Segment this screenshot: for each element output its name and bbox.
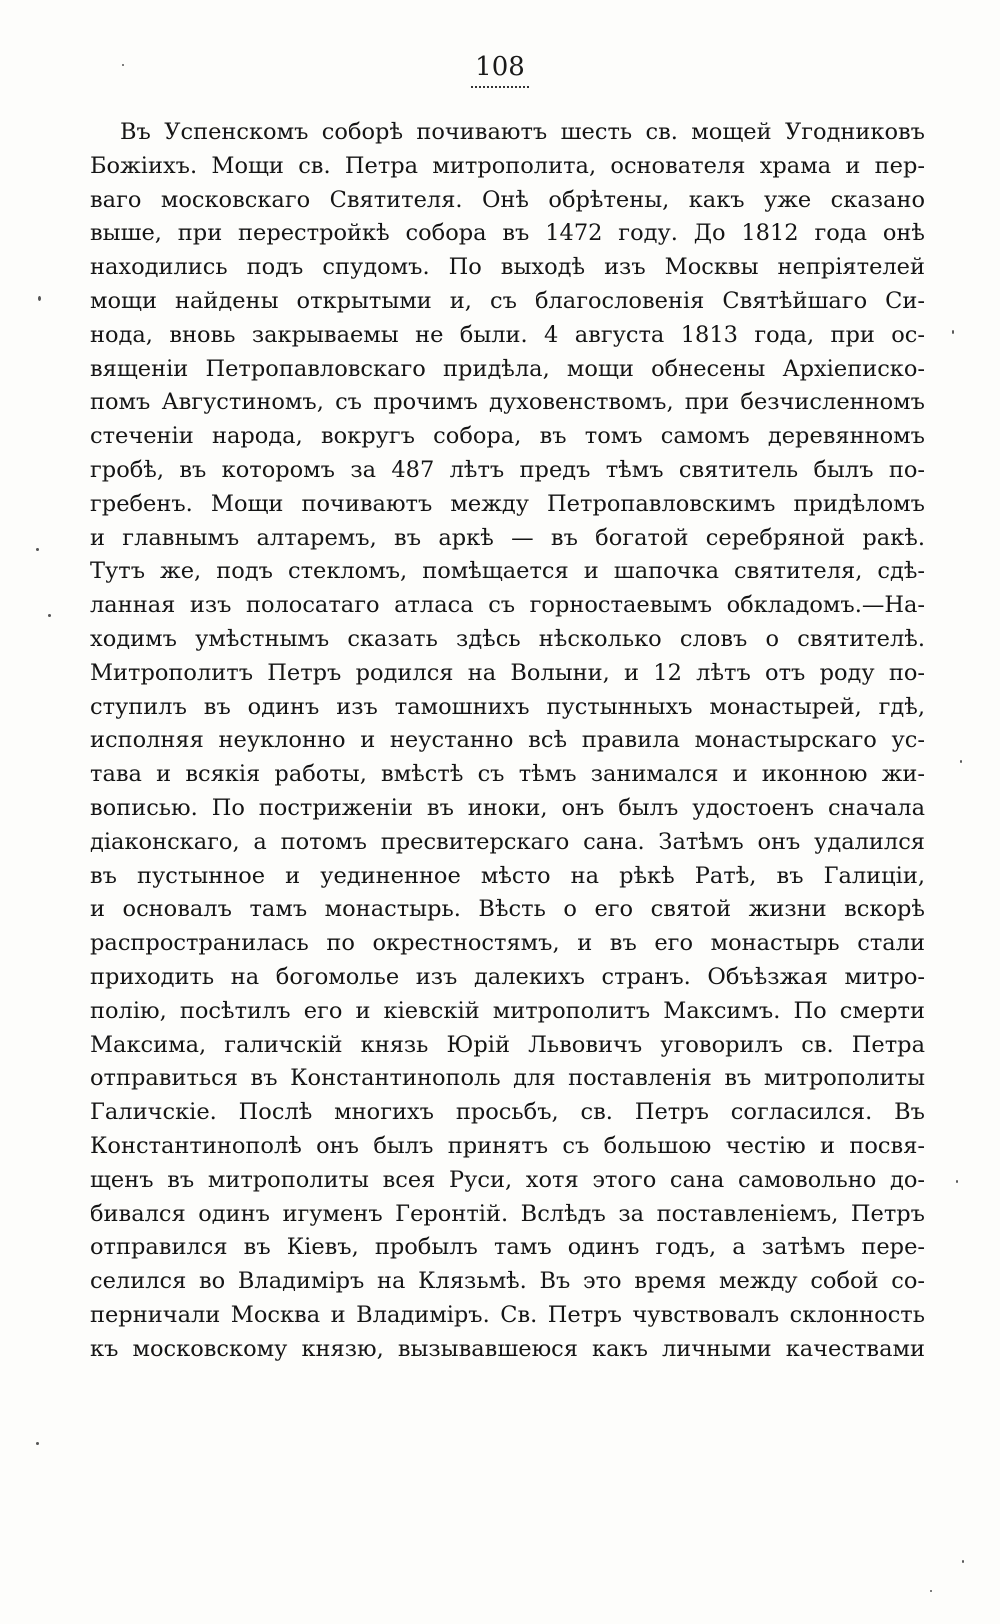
scan-speck — [930, 1590, 932, 1592]
text-line: и главнымъ алтаремъ, въ аркѣ — въ богатой серебряной ракѣ. — [90, 524, 925, 551]
text-line: щенъ въ митрополиты всея Руси, хотя этого сана самовольно до- — [90, 1166, 925, 1193]
text-line: бивался одинъ игуменъ Геронтій. Вслѣдъ за поставленіемъ, Петръ — [90, 1200, 925, 1227]
text-line: распространилась по окрестностямъ, и въ его монастырь стали — [90, 930, 925, 957]
scan-speck — [960, 760, 962, 763]
scan-speck — [36, 548, 39, 551]
scan-speck — [956, 1180, 958, 1183]
text-line: приходить на богомолье изъ далекихъ странъ. Объѣзжая митро- — [90, 963, 925, 990]
scan-speck — [962, 1560, 964, 1563]
text-line: ступилъ въ одинъ изъ тамошнихъ пустынныхъ монастырей, гдѣ, — [90, 693, 925, 720]
text-line: въ пустынное и уединенное мѣсто на рѣкѣ Ратѣ, въ Галиціи, — [90, 862, 925, 889]
text-line: нода, вновь закрываемы не были. 4 августа 1813 года, при ос- — [90, 321, 925, 348]
text-line: діаконскаго, а потомъ пресвитерскаго сана. Затѣмъ онъ удалился — [90, 828, 925, 855]
text-line: гробѣ, въ которомъ за 487 лѣтъ предъ тѣмъ святитель былъ по- — [90, 456, 925, 483]
text-line: Митрополитъ Петръ родился на Волыни, и 12 лѣтъ отъ роду по- — [90, 659, 925, 686]
text-line: къ московскому князю, вызывавшеюся какъ личными качествами — [90, 1335, 925, 1362]
text-line: перничали Москва и Владиміръ. Св. Петръ чувствовалъ склонность — [90, 1301, 925, 1328]
text-line: Божіихъ. Мощи св. Петра митрополита, основателя храма и пер- — [90, 152, 925, 179]
text-line: селился во Владиміръ на Клязьмѣ. Въ это время между собой со- — [90, 1268, 925, 1295]
text-line: отправился въ Кіевъ, пробылъ тамъ одинъ годъ, а затѣмъ пере- — [90, 1234, 925, 1261]
text-line: Максима, галичскій князь Юрій Львовичъ уговорилъ св. Петра — [90, 1031, 925, 1058]
text-line: Въ Успенскомъ соборѣ почиваютъ шесть св. мощей Угодниковъ — [120, 119, 925, 145]
text-line: ходимъ умѣстнымъ сказать здѣсь нѣсколько словъ о святителѣ. — [90, 625, 925, 652]
text-line: гребенъ. Мощи почиваютъ между Петропавловскимъ придѣломъ — [90, 490, 925, 517]
text-line: выше, при перестройкѣ собора въ 1472 году. До 1812 года онѣ — [90, 220, 925, 247]
text-line: помъ Августиномъ, съ прочимъ духовенствомъ, при безчисленномъ — [90, 389, 925, 416]
text-line: ланная изъ полосатаго атласа съ горностаевымъ обкладомъ.—На- — [90, 592, 925, 619]
text-line: Константинополѣ онъ былъ принятъ съ большою честію и посвя- — [90, 1132, 925, 1159]
text-line: находились подъ спудомъ. По выходѣ изъ Москвы непріятелей — [90, 254, 925, 281]
scan-speck — [48, 614, 51, 617]
text-line: вященіи Петропавловскаго придѣла, мощи обнесены Архіеписко- — [90, 355, 925, 382]
scan-speck — [38, 296, 41, 301]
text-line: вописью. По постриженіи въ иноки, онъ былъ удостоенъ сначала — [90, 794, 925, 821]
scan-speck — [36, 1442, 39, 1445]
text-line: Тутъ же, подъ стекломъ, помѣщается и шапочка святителя, сдѣ- — [90, 558, 925, 585]
page-number: 108 — [475, 52, 525, 82]
body-text — [90, 116, 925, 1366]
text-line: и основалъ тамъ монастырь. Вѣсть о его святой жизни вскорѣ — [90, 896, 925, 923]
text-line: ваго московскаго Святителя. Онѣ обрѣтены, какъ уже сказано — [90, 186, 925, 213]
text-line: стеченіи народа, вокругъ собора, въ томъ самомъ деревянномъ — [90, 423, 925, 450]
scan-speck — [952, 330, 954, 334]
text-line: Галичскіе. Послѣ многихъ просьбъ, св. Петръ согласился. Въ — [90, 1099, 925, 1126]
text-line: мощи найдены открытыми и, съ благословенія Святѣйшаго Си- — [90, 287, 925, 314]
page-number-rule — [471, 86, 529, 88]
text-line: полію, посѣтилъ его и кіевскій митрополитъ Максимъ. По смерти — [90, 997, 925, 1024]
text-line: тава и всякія работы, вмѣстѣ съ тѣмъ занимался и иконною жи- — [90, 761, 925, 788]
text-line: отправиться въ Константинополь для поставленія въ митрополиты — [90, 1065, 925, 1092]
text-line: исполняя неуклонно и неустанно всѣ правила монастырскаго ус- — [90, 727, 925, 754]
scan-speck — [122, 64, 124, 66]
